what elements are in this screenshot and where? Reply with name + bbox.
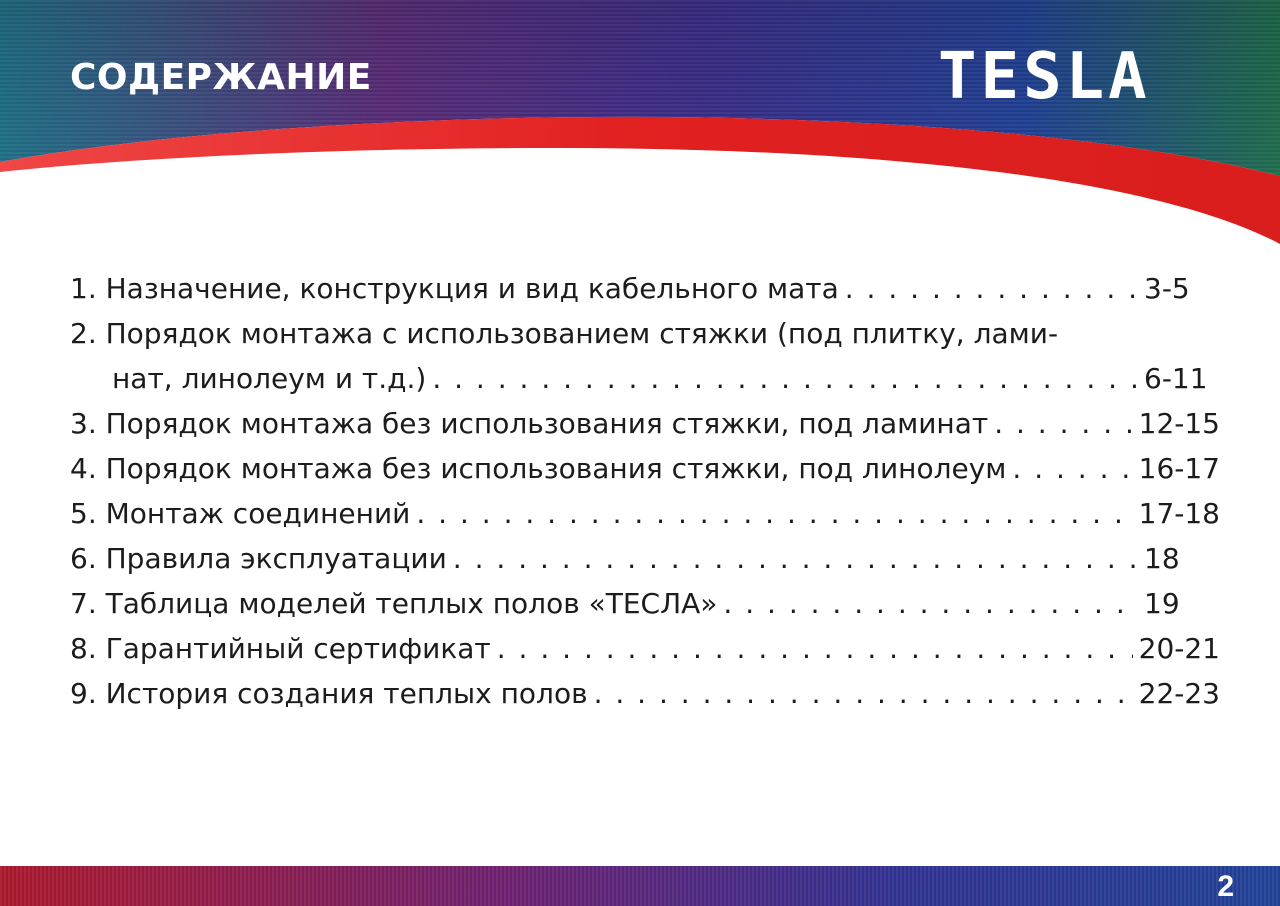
toc-entry-title: 3. Порядок монтажа без использования стяжки, под ламинат [70,407,989,440]
toc-entry-title: 4. Порядок монтажа без использования стяжки, под линолеум [70,452,1007,485]
toc-entry[interactable] [70,401,1220,446]
toc-entry[interactable] [70,266,1220,311]
page-number: 2 [1217,870,1234,903]
dot-leader [723,581,1138,626]
toc-entry[interactable] [70,581,1220,626]
toc-entry[interactable] [70,446,1220,491]
toc-entry[interactable] [70,491,1220,536]
dot-leader [1012,446,1132,491]
toc-entry-pages: 16-17 [1138,452,1220,485]
toc-entry-title: 5. Монтаж соединений [70,497,411,530]
toc-entry-title: 7. Таблица моделей теплых полов «ТЕСЛА» [70,587,718,620]
header-band [0,0,1280,250]
dot-leader [594,671,1133,716]
dot-leader [453,536,1138,581]
dot-leader [416,491,1132,536]
toc-entry-title-continuation: нат, линолеум и т.д.) [112,362,427,395]
toc-entry[interactable] [70,311,1220,401]
toc-entry-pages: 6-11 [1144,362,1208,395]
dot-leader [497,626,1133,671]
toc-entry-title: 8. Гарантийный сертификат [70,632,491,665]
toc-entry-pages: 20-21 [1138,632,1220,665]
toc-entry-pages: 22-23 [1138,677,1220,710]
toc-entry-line [70,356,1220,401]
toc-entry[interactable] [70,536,1220,581]
dot-leader [432,356,1138,401]
toc-entry-pages: 19 [1144,587,1180,620]
toc-entry[interactable] [70,671,1220,716]
toc-entry-pages: 3-5 [1144,272,1190,305]
toc-entry-title: 6. Правила эксплуатации [70,542,447,575]
footer-band [0,866,1280,906]
tesla-logo: TESLA [938,40,1151,114]
toc-entry-line [70,311,1220,356]
toc-entry-pages: 18 [1144,542,1180,575]
toc-entry-pages: 12-15 [1138,407,1220,440]
dot-leader [994,401,1132,446]
toc-entry-pages: 17-18 [1138,497,1220,530]
page-title: СОДЕРЖАНИЕ [70,57,372,98]
toc-entry-title: 9. История создания теплых полов [70,677,588,710]
toc-entry-title: 2. Порядок монтажа с использованием стяжки (под плитку, лами- [70,317,1059,350]
dot-leader [845,266,1138,311]
table-of-contents [70,266,1220,716]
toc-entry[interactable] [70,626,1220,671]
toc-entry-title: 1. Назначение, конструкция и вид кабельного мата [70,272,839,305]
